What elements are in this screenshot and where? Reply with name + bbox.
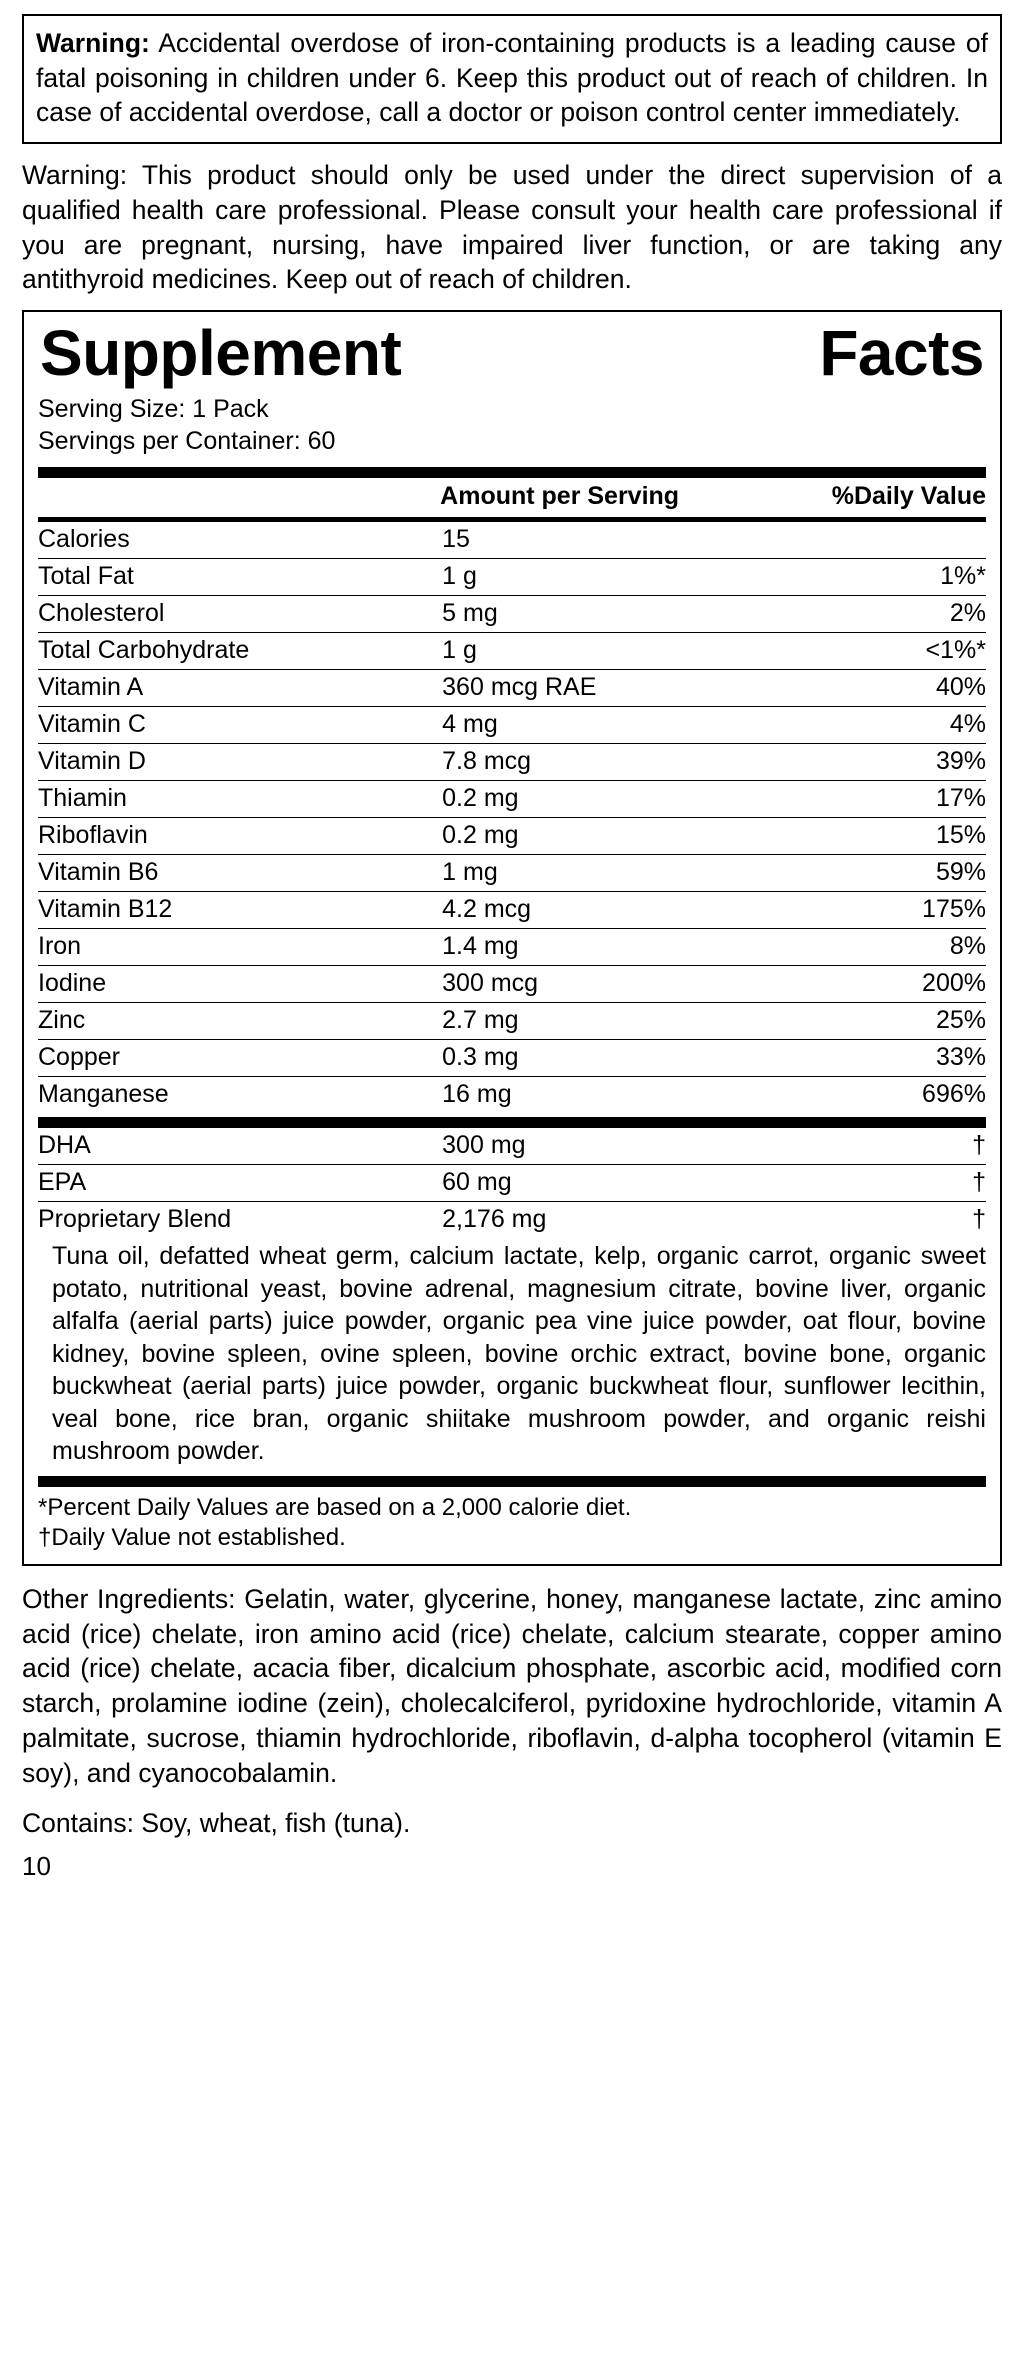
blend-name: Proprietary Blend bbox=[38, 1205, 232, 1234]
nutrient-amount: 0.3 mg bbox=[436, 1040, 777, 1077]
nutrient-amount: 7.8 mcg bbox=[436, 744, 777, 781]
nutrient-amount: 1 g bbox=[436, 559, 777, 596]
warning-text-supervision bbox=[22, 158, 1002, 297]
header-nutrient bbox=[38, 478, 436, 517]
nutrient-amount: 300 mcg bbox=[436, 966, 777, 1003]
nutrient-dv: 17% bbox=[777, 781, 986, 818]
table-row bbox=[38, 1128, 986, 1165]
nutrient-rows-table bbox=[38, 522, 986, 1113]
nutrient-dv: 40% bbox=[777, 670, 986, 707]
warning-lead: Warning: bbox=[22, 160, 128, 191]
nutrient-name: Vitamin B6 bbox=[38, 855, 436, 892]
supplement-facts-title bbox=[38, 318, 986, 393]
warning-lead: Warning: bbox=[36, 28, 150, 58]
nutrient-amount: 5 mg bbox=[436, 596, 777, 633]
warning-text bbox=[36, 26, 988, 130]
nutrient-dv: 200% bbox=[777, 966, 986, 1003]
table-row bbox=[38, 744, 986, 781]
divider-thick-middle bbox=[38, 1117, 986, 1128]
footnotes bbox=[38, 1487, 986, 1554]
serving-info bbox=[38, 393, 986, 463]
nutrient-amount: 4 mg bbox=[436, 707, 777, 744]
nutrient-name: Riboflavin bbox=[38, 818, 436, 855]
page-number: 10 bbox=[22, 1850, 51, 1881]
nutrient-amount: 1 g bbox=[436, 633, 777, 670]
nutrient-dv bbox=[777, 522, 986, 559]
nutrient-dv: <1%* bbox=[777, 633, 986, 670]
divider-thick-top bbox=[38, 467, 986, 478]
nutrient-name: Iron bbox=[38, 929, 436, 966]
nutrient-amount: 360 mcg RAE bbox=[436, 670, 777, 707]
nutrient-name: Total Fat bbox=[38, 559, 436, 596]
supplement-facts-table bbox=[38, 478, 986, 517]
nutrient-dv: 33% bbox=[777, 1040, 986, 1077]
table-header-row bbox=[38, 478, 986, 517]
nutrient-amount: 60 mg bbox=[436, 1165, 777, 1202]
nutrient-amount: 2.7 mg bbox=[436, 1003, 777, 1040]
nutrient-amount: 1 mg bbox=[436, 855, 777, 892]
header-amount-per-serving: Amount per Serving bbox=[440, 482, 680, 511]
table-row bbox=[38, 633, 986, 670]
table-row bbox=[38, 892, 986, 929]
nutrient-name: Iodine bbox=[38, 966, 436, 1003]
fatty-acid-rows-table bbox=[38, 1128, 986, 1238]
serving-size: Serving Size: 1 Pack bbox=[38, 395, 269, 424]
table-row bbox=[38, 1040, 986, 1077]
nutrient-name: Thiamin bbox=[38, 781, 436, 818]
supplement-facts-panel bbox=[22, 310, 1002, 1566]
table-row bbox=[38, 1077, 986, 1114]
warning-body: This product should only be used under the direct supervision of a qualified health care professional. Please consult your health care professional if you are pregnant, nursing, have impaired liver function, or are taking any antithyroid medicines. Keep out of reach of children. bbox=[22, 160, 1002, 295]
table-row bbox=[38, 1003, 986, 1040]
nutrient-amount: 300 mg bbox=[436, 1128, 777, 1165]
nutrient-name: DHA bbox=[38, 1128, 436, 1165]
nutrient-amount: 0.2 mg bbox=[436, 818, 777, 855]
nutrient-name: Copper bbox=[38, 1040, 436, 1077]
table-row bbox=[38, 1165, 986, 1202]
nutrient-name: Vitamin C bbox=[38, 707, 436, 744]
nutrient-name: Manganese bbox=[38, 1080, 169, 1109]
header-daily-value: %Daily Value bbox=[831, 482, 986, 511]
blend-amount: 2,176 mg bbox=[442, 1205, 547, 1234]
warning-body: Accidental overdose of iron-containing products is a leading cause of fatal poisoning in children under 6. Keep this product out of reach of children. In case of accidental overdose, call a doctor or poison control center immediately. bbox=[36, 28, 988, 128]
nutrient-dv: 25% bbox=[777, 1003, 986, 1040]
table-row bbox=[38, 522, 986, 559]
nutrient-name: EPA bbox=[38, 1165, 436, 1202]
nutrient-dv: 1%* bbox=[777, 559, 986, 596]
nutrient-dv: 175% bbox=[777, 892, 986, 929]
nutrient-name: Cholesterol bbox=[38, 596, 436, 633]
nutrient-dv: 2% bbox=[777, 596, 986, 633]
nutrient-dv: † bbox=[777, 1128, 986, 1165]
table-row bbox=[38, 929, 986, 966]
table-row bbox=[38, 707, 986, 744]
nutrient-dv: 696% bbox=[922, 1080, 986, 1109]
nutrient-dv: 4% bbox=[777, 707, 986, 744]
nutrient-name: Zinc bbox=[38, 1003, 436, 1040]
nutrient-dv: 8% bbox=[777, 929, 986, 966]
table-row bbox=[38, 559, 986, 596]
servings-per-container: Servings per Container: 60 bbox=[38, 427, 336, 456]
table-row-blend bbox=[38, 1202, 986, 1239]
supplement-facts-title-left: Supplement bbox=[40, 316, 402, 389]
nutrient-name: Calories bbox=[38, 522, 436, 559]
table-row bbox=[38, 670, 986, 707]
other-ingredients-text: Other Ingredients: Gelatin, water, glycerine, honey, manganese lactate, zinc amino acid (rice) chelate, iron amino acid (rice) chelate, calcium stearate, copper amino acid (rice) chelate, acacia fiber, dicalcium phosphate, ascorbic acid, modified corn starch, prolamine iodine (zein), cholecalciferol, pyridoxine hydrochloride, vitamin A palmitate, sucrose, thiamin hydrochloride, riboflavin, d-alpha tocopherol (vitamin E soy), and cyanocobalamin. bbox=[22, 1584, 1002, 1788]
supplement-facts-title-right: Facts bbox=[819, 316, 984, 389]
table-row bbox=[38, 855, 986, 892]
nutrient-name: Vitamin B12 bbox=[38, 892, 436, 929]
divider-thick-bottom bbox=[38, 1476, 986, 1487]
nutrient-amount: 1.4 mg bbox=[436, 929, 777, 966]
nutrient-dv: 59% bbox=[777, 855, 986, 892]
table-row bbox=[38, 596, 986, 633]
nutrient-name: Total Carbohydrate bbox=[38, 633, 436, 670]
nutrient-dv: † bbox=[777, 1165, 986, 1202]
nutrient-amount: 16 mg bbox=[442, 1080, 512, 1109]
nutrient-dv: 15% bbox=[777, 818, 986, 855]
nutrient-name: Vitamin D bbox=[38, 744, 436, 781]
table-row bbox=[38, 966, 986, 1003]
footnote-daily-value-basis: *Percent Daily Values are based on a 2,000 calorie diet. bbox=[38, 1493, 632, 1521]
footnote-dv-not-established: †Daily Value not established. bbox=[38, 1524, 346, 1552]
nutrient-amount: 15 bbox=[436, 522, 777, 559]
nutrient-amount: 0.2 mg bbox=[436, 781, 777, 818]
warning-box-iron-overdose bbox=[22, 14, 1002, 144]
nutrient-dv: 39% bbox=[777, 744, 986, 781]
table-row bbox=[38, 818, 986, 855]
nutrient-amount: 4.2 mcg bbox=[436, 892, 777, 929]
contains-allergens-text: Contains: Soy, wheat, fish (tuna). bbox=[22, 1808, 411, 1839]
blend-dv: † bbox=[972, 1205, 986, 1234]
nutrient-name: Vitamin A bbox=[38, 670, 436, 707]
table-row bbox=[38, 781, 986, 818]
blend-description: Tuna oil, defatted wheat germ, calcium lactate, kelp, organic carrot, organic sweet potato, nutritional yeast, bovine adrenal, magnesium citrate, bovine liver, organic alfalfa (aerial parts) juice powder, organic pea vine juice powder, oat flour, bovine kidney, bovine spleen, ovine spleen, bovine orchic extract, bovine bone, organic buckwheat (aerial parts) juice powder, organic buckwheat flour, sunflower lecithin, veal bone, rice bran, organic shiitake mushroom powder, and organic reishi mushroom powder. bbox=[52, 1242, 986, 1466]
